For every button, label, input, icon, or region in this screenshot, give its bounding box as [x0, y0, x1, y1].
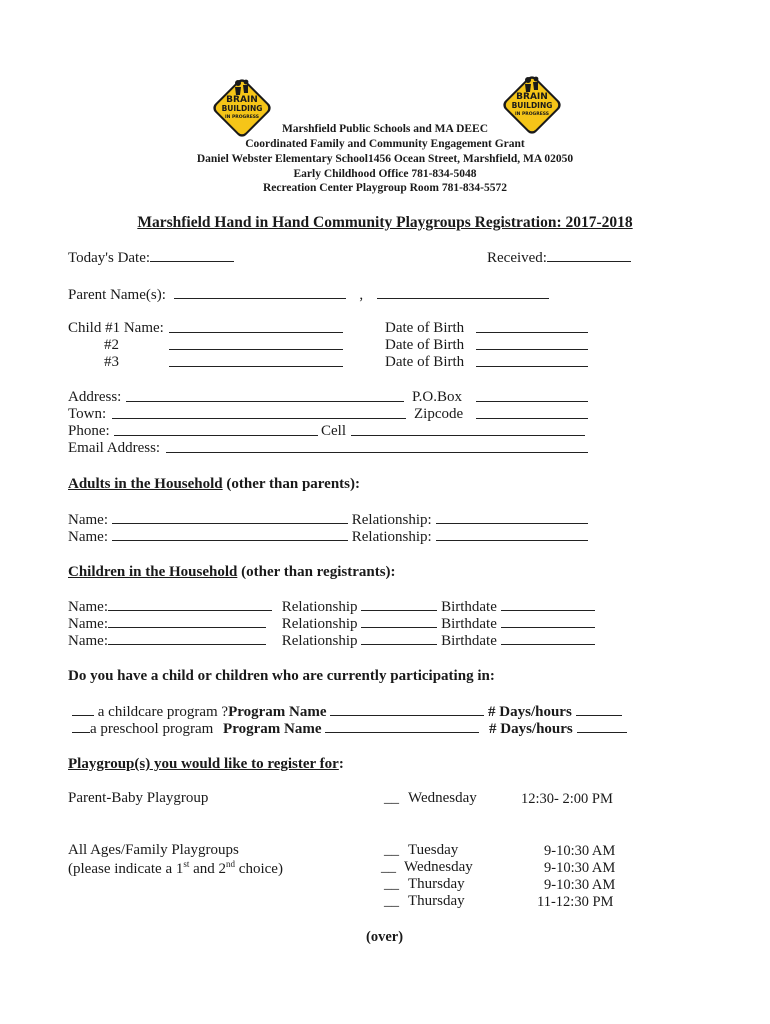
session-time-4: 11-12:30 PM: [537, 894, 614, 910]
child-3-name-line[interactable]: [169, 354, 343, 372]
playgroups-heading-colon: :: [338, 756, 344, 772]
child-3-dob-line[interactable]: [476, 354, 588, 372]
logo-text-brain: BRAIN: [516, 92, 548, 102]
choice-instruction-end: choice): [235, 861, 283, 877]
childcare-label: a childcare program ?: [97, 704, 229, 720]
child-1-label: Child #1 Name:: [68, 320, 164, 336]
pobox-label: P.O.Box: [412, 389, 463, 405]
session-day-4: Thursday: [408, 893, 465, 909]
adult-row[interactable]: [68, 528, 588, 546]
household-child-row[interactable]: [68, 632, 595, 650]
playgroups-heading: [68, 756, 344, 773]
parent-baby-checkbox[interactable]: __: [384, 790, 399, 806]
cell-label: Cell: [321, 423, 346, 439]
household-child-row[interactable]: [68, 615, 595, 633]
header-line-1: Marshfield Public Schools and MA DEEC: [281, 123, 489, 135]
header-line-2: Coordinated Family and Community Engagement Grant: [245, 138, 525, 150]
parent-baby-day: Wednesday: [408, 790, 477, 806]
session-day-2: Wednesday: [404, 859, 473, 875]
hh-child-name-label: Name:: [68, 633, 108, 649]
cell-line[interactable]: [351, 423, 585, 441]
over-label: (over): [366, 929, 404, 945]
choice-instruction: [68, 859, 283, 878]
adults-heading-rest: (other than parents):: [222, 476, 360, 492]
session-time-3: 9-10:30 AM: [544, 877, 616, 893]
header-line-5: Recreation Center Playgroup Room 781-834-5572: [262, 182, 508, 194]
household-child-row[interactable]: [68, 598, 595, 616]
child-1-name-field[interactable]: [68, 320, 164, 337]
zipcode-line[interactable]: [476, 406, 588, 424]
child-2-name-line[interactable]: [169, 337, 343, 355]
choice-instruction-and: and 2: [189, 861, 227, 877]
superscript-nd: nd: [226, 859, 236, 869]
child-3-dob-label: Date of Birth: [385, 354, 465, 370]
hh-child-birthdate-label: Birthdate: [441, 599, 497, 615]
childcare-days-hours-label: # Days/hours: [488, 704, 572, 720]
parent-baby-label: Parent-Baby Playgroup: [68, 790, 209, 806]
participation-question: Do you have a child or children who are currently participating in:: [68, 668, 495, 684]
preschool-row[interactable]: [72, 720, 627, 738]
session-day-1: Tuesday: [408, 842, 459, 858]
child-2-dob-label: Date of Birth: [385, 337, 465, 353]
hh-child-name-label: Name:: [68, 616, 108, 632]
preschool-program-name-label: Program Name: [223, 721, 322, 737]
hh-child-birthdate-label: Birthdate: [441, 633, 497, 649]
preschool-label: a preschool program: [90, 721, 214, 737]
logo-text-progress: IN PROGRESS: [514, 112, 550, 117]
playgroups-heading-underlined: Playgroup(s) you would like to register for: [68, 756, 339, 772]
hh-child-birthdate-label: Birthdate: [441, 616, 497, 632]
parent-baby-time: 12:30- 2:00 PM: [521, 791, 613, 807]
session-checkbox-1[interactable]: __: [384, 842, 399, 858]
adult-row[interactable]: [68, 511, 588, 529]
header-line-4: Early Childhood Office 781-834-5048: [293, 168, 477, 180]
parent-names-field[interactable]: [68, 286, 549, 304]
child-2-dob-line[interactable]: [476, 337, 588, 355]
adults-heading-underlined: Adults in the Household: [68, 476, 223, 492]
adult-relationship-label: Relationship:: [351, 512, 432, 528]
form-title: Marshfield Hand in Hand Community Playgroups Registration: 2017-2018: [137, 214, 633, 231]
children-heading-rest: (other than registrants):: [237, 564, 396, 580]
child-1-dob-label: Date of Birth: [385, 320, 465, 336]
email-line[interactable]: [166, 440, 588, 458]
parent-names-label: Parent Name(s):: [68, 287, 166, 303]
child-2-label: #2: [104, 337, 119, 353]
children-heading: [68, 564, 396, 581]
received-label: Received:: [487, 250, 547, 266]
all-ages-label: All Ages/Family Playgroups: [68, 842, 239, 858]
choice-instruction-pre: (please indicate a 1: [68, 861, 184, 877]
children-heading-underlined: Children in the Household: [68, 564, 238, 580]
adult-name-label: Name:: [68, 529, 108, 545]
address-label: Address:: [68, 389, 122, 405]
phone-line[interactable]: [114, 423, 318, 441]
header-line-3: Daniel Webster Elementary School1456 Ocean Street, Marshfield, MA 02050: [196, 153, 574, 165]
todays-date-field[interactable]: [68, 249, 234, 267]
child-1-name-line[interactable]: [169, 320, 343, 338]
hh-child-relationship-label: Relationship: [281, 599, 358, 615]
childcare-program-name-label: Program Name: [228, 704, 327, 720]
logo-text-brain: BRAIN: [226, 95, 258, 105]
adults-heading: [68, 476, 360, 493]
email-label: Email Address:: [68, 440, 161, 456]
session-day-3: Thursday: [408, 876, 465, 892]
logo-text-progress: IN PROGRESS: [224, 115, 260, 120]
logo-text-building: BUILDING: [221, 104, 263, 113]
child-1-dob-line[interactable]: [476, 320, 588, 338]
parent-names-comma: ,: [359, 287, 364, 303]
childcare-row[interactable]: [72, 703, 622, 721]
address-line[interactable]: [126, 389, 404, 407]
child-3-label: #3: [104, 354, 119, 370]
session-checkbox-3[interactable]: __: [384, 876, 399, 892]
session-checkbox-2[interactable]: __: [381, 859, 396, 875]
pobox-line[interactable]: [476, 389, 588, 407]
session-time-1: 9-10:30 AM: [544, 843, 616, 859]
logo-text-building: BUILDING: [511, 101, 553, 110]
session-checkbox-4[interactable]: __: [384, 893, 399, 909]
received-field[interactable]: [487, 249, 631, 267]
adult-relationship-label: Relationship:: [351, 529, 432, 545]
hh-child-relationship-label: Relationship: [281, 633, 358, 649]
superscript-st: st: [183, 859, 190, 869]
town-line[interactable]: [112, 406, 406, 424]
phone-label: Phone:: [68, 423, 110, 439]
zipcode-label: Zipcode: [414, 406, 464, 422]
town-label: Town:: [68, 406, 107, 422]
preschool-days-hours-label: # Days/hours: [488, 721, 573, 737]
adult-name-label: Name:: [68, 512, 108, 528]
hh-child-name-label: Name:: [68, 599, 108, 615]
todays-date-label: Today's Date:: [68, 250, 151, 266]
session-time-2: 9-10:30 AM: [544, 860, 616, 876]
hh-child-relationship-label: Relationship: [281, 616, 358, 632]
